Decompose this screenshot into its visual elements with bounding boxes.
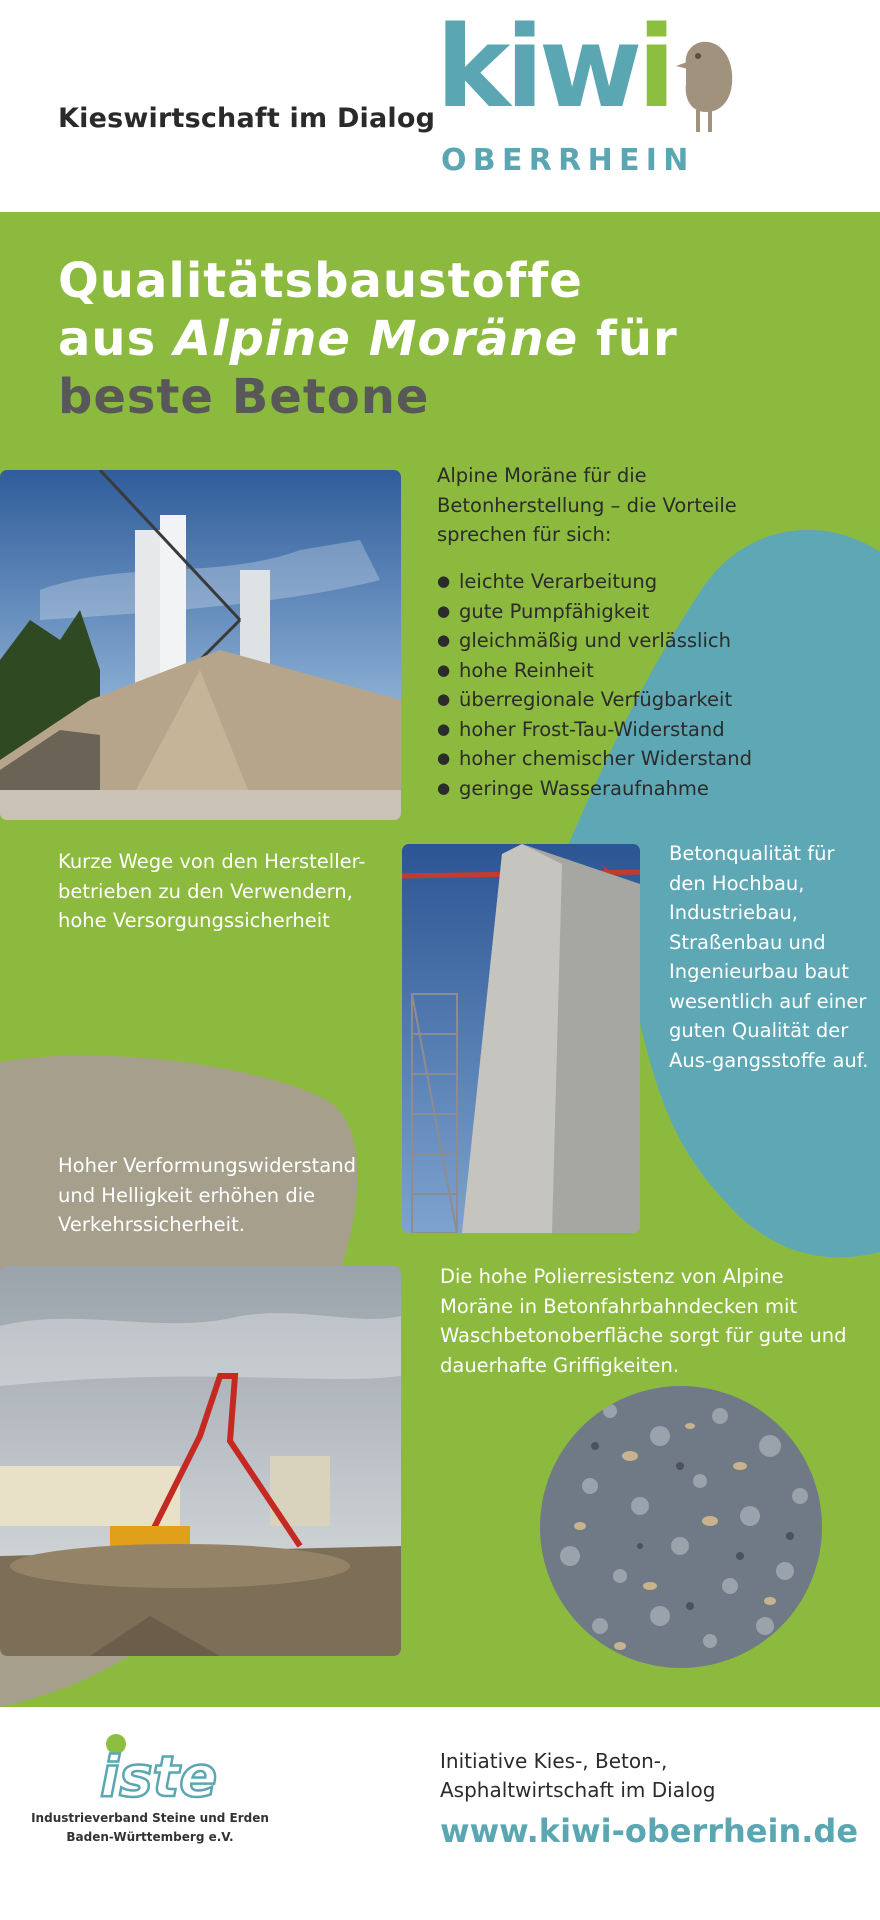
list-item: ● leichte Verarbeitung [437, 567, 752, 597]
list-item: ● gute Pumpfähigkeit [437, 597, 752, 627]
list-item: ● hohe Reinheit [437, 656, 752, 686]
kiwi-logo [436, 3, 671, 133]
initiative-text-line2: Asphaltwirtschaft im Dialog [440, 1778, 716, 1802]
headline [58, 252, 678, 426]
gravel-plant-photo [0, 470, 401, 820]
short-ways-text: Kurze Wege von den Hersteller-betrieben zu den Verwendern, hohe Versorgungssicherheit [58, 850, 366, 932]
kiwi-logo-accent: i [637, 3, 671, 133]
advantages-list [437, 567, 752, 803]
polishing-text: Die hohe Polierresistenz von Alpine Moräne in Betonfahrbahndecken mit Waschbetonoberfläche sorgt für gute und dauerhafte Griffigkeiten. [440, 1265, 847, 1377]
list-item: ● hoher Frost-Tau-Widerstand [437, 715, 752, 745]
iste-logo-text: iste [100, 1745, 218, 1806]
list-item: ● gleichmäßig und verlässlich [437, 626, 752, 656]
iste-name-line1: Industrieverband Steine und Erden [31, 1811, 269, 1825]
iste-logo [96, 1734, 246, 1806]
headline-line-2 [58, 310, 678, 368]
advantages-intro: Alpine Moräne für die Betonherstellung – die Vorteile sprechen für sich: [437, 464, 737, 546]
kiwi-bird-icon [676, 36, 738, 136]
headline-line-2-pre: aus [58, 311, 174, 367]
website-link[interactable]: www.kiwi-oberrhein.de [440, 1812, 859, 1850]
iste-name-line2: Baden-Württemberg e.V. [66, 1830, 234, 1844]
headline-line-2-post: für [578, 311, 678, 367]
deformation-text: Hoher Verformungswiderstand und Helligkeit erhöhen die Verkehrssicherheit. [58, 1154, 356, 1236]
list-item: ● überregionale Verfügbarkeit [437, 685, 752, 715]
initiative-text-line1: Initiative Kies-, Beton-, [440, 1749, 668, 1773]
main-panel [0, 212, 880, 1707]
list-item: ● geringe Wasseraufnahme [437, 774, 752, 804]
list-item: ● hoher chemischer Widerstand [437, 744, 752, 774]
headline-italic-term: Alpine Moräne [173, 311, 579, 367]
kiwi-logo-region: OBERRHEIN [441, 143, 695, 178]
tagline: Kieswirtschaft im Dialog [58, 103, 436, 134]
aggregate-texture-photo [540, 1386, 822, 1668]
concrete-quality-text: Betonqualität für den Hochbau, Industriebau, Straßenbau und Ingenieurbau baut wesentlich auf einer guten Qualität der Aus-gangsstoffe auf. [669, 842, 869, 1072]
headline-line-3: beste Betone [58, 369, 430, 425]
headline-line-1: Qualitätsbaustoffe [58, 253, 583, 309]
kiwi-logo-main: kiw [436, 3, 638, 133]
concrete-pump-photo [0, 1266, 401, 1656]
concrete-tower-photo [402, 844, 640, 1233]
